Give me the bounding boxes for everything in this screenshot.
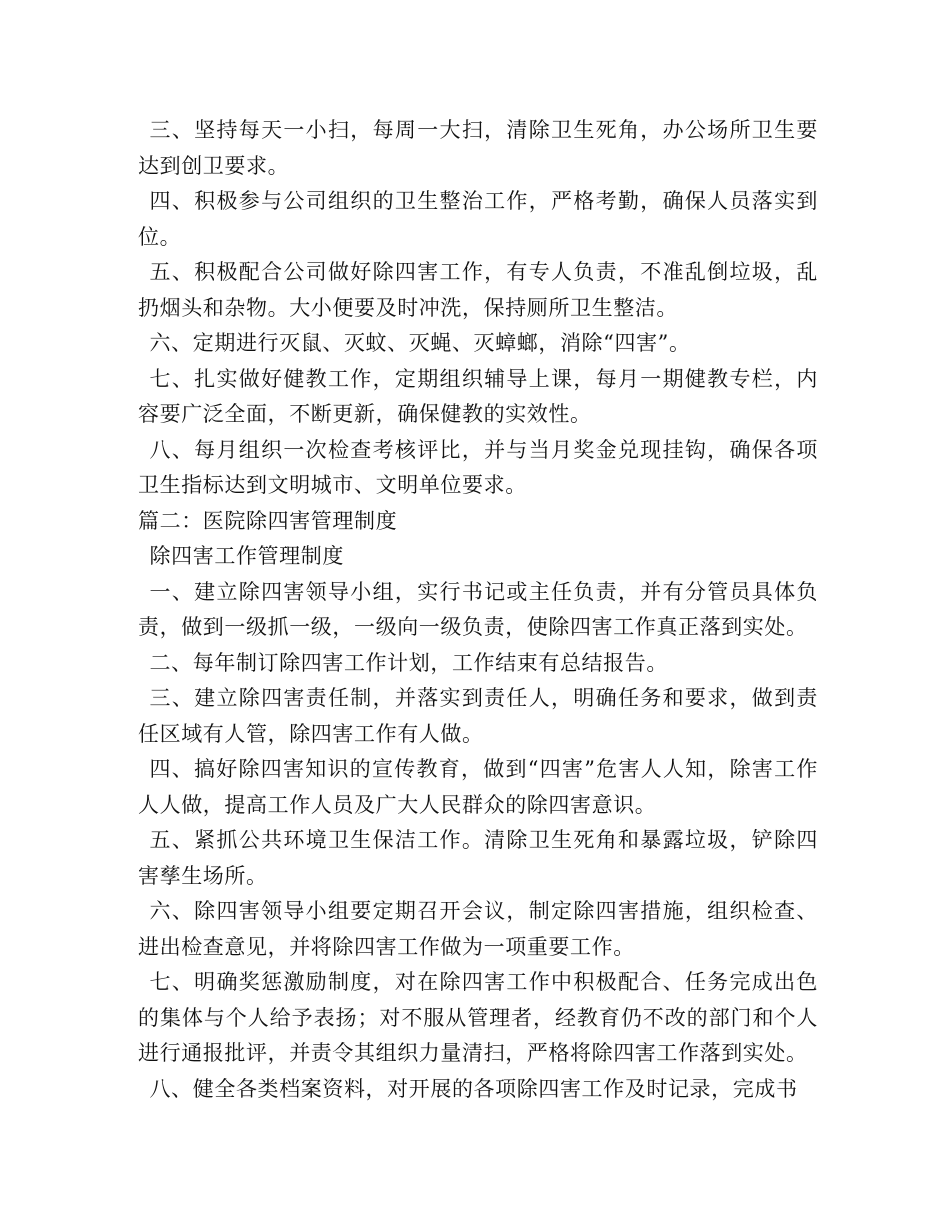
paragraph-item-7: 七、扎实做好健教工作，定期组织辅导上课，每月一期健教专栏，内容要广泛全面，不断更新，确保健教的实效性。 (138, 366, 818, 426)
paragraph-item-5: 五、积极配合公司做好除四害工作，有专人负责，不准乱倒垃圾，乱扔烟头和杂物。大小便要及时冲洗，保持厕所卫生整洁。 (138, 260, 818, 320)
rule-item-7: 七、明确奖惩激励制度，对在除四害工作中积极配合、任务完成出色的集体与个人给予表扬；对不服从管理者，经教育仍不改的部门和个人进行通报批评，并责令其组织力量清扫，严格将除四害工作落到实处。 (138, 970, 818, 1065)
section-heading: 篇二：医院除四害管理制度 (138, 508, 398, 533)
rule-item-2: 二、每年制订除四害工作计划，工作结束有总结报告。 (149, 650, 668, 675)
paragraph-item-3: 三、坚持每天一小扫，每周一大扫，清除卫生死角，办公场所卫生要达到创卫要求。 (138, 118, 818, 178)
rule-item-8: 八、健全各类档案资料，对开展的各项除四害工作及时记录，完成书 (149, 1076, 798, 1101)
paragraph-item-8: 八、每月组织一次检查考核评比，并与当月奖金兑现挂钩，确保各项卫生指标达到文明城市、文明单位要求。 (138, 437, 818, 497)
document-page (138, 113, 818, 1107)
rule-item-1: 一、建立除四害领导小组，实行书记或主任负责，并有分管员具体负责，做到一级抓一级，一级向一级负责，使除四害工作真正落到实处。 (138, 579, 818, 639)
section-subheading: 除四害工作管理制度 (149, 544, 344, 568)
rule-item-5: 五、紧抓公共环境卫生保洁工作。清除卫生死角和暴露垃圾，铲除四害孳生场所。 (138, 828, 818, 888)
paragraph-item-4: 四、积极参与公司组织的卫生整治工作，严格考勤，确保人员落实到位。 (138, 189, 818, 249)
paragraph-item-6: 六、定期进行灭鼠、灭蚊、灭蝇、灭蟑螂，消除“四害”。 (149, 331, 691, 355)
rule-item-4: 四、搞好除四害知识的宣传教育，做到“四害”危害人人知，除害工作人人做，提高工作人员及广大人民群众的除四害意识。 (138, 757, 818, 817)
rule-item-3: 三、建立除四害责任制，并落实到责任人，明确任务和要求，做到责任区域有人管，除四害工作有人做。 (138, 686, 818, 746)
rule-item-6: 六、除四害领导小组要定期召开会议，制定除四害措施，组织检查、进出检查意见，并将除四害工作做为一项重要工作。 (138, 899, 818, 959)
